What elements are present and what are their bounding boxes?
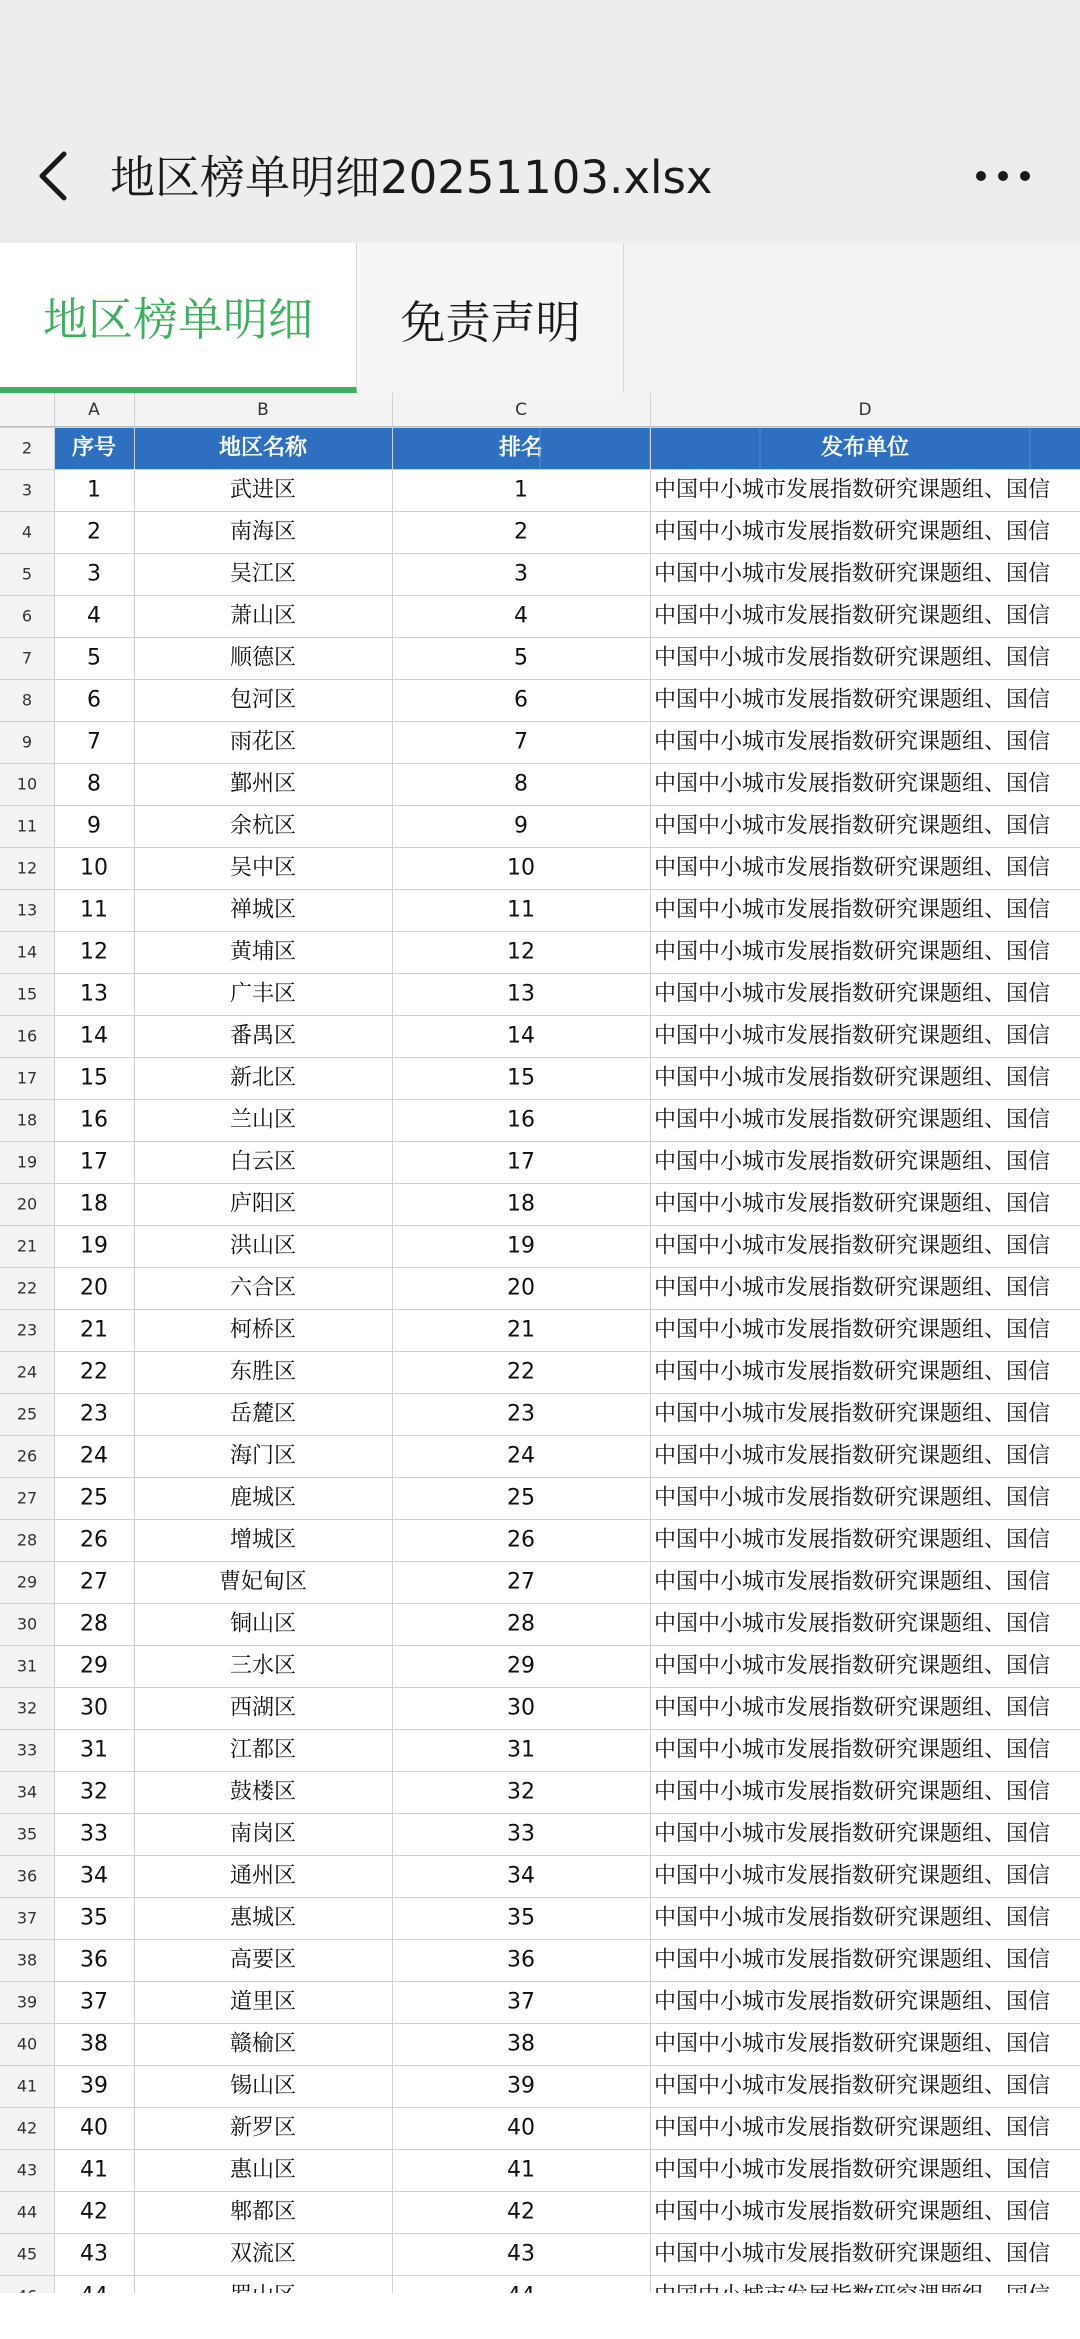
cell-rank[interactable]: 9 [514, 813, 528, 839]
cell-rank[interactable]: 13 [507, 981, 535, 1007]
cell-region-name[interactable]: 江都区 [229, 1737, 297, 1763]
cell-rank[interactable]: 16 [507, 1107, 535, 1133]
row-number[interactable]: 6 [21, 606, 33, 626]
cell-rank[interactable]: 21 [507, 1317, 535, 1343]
cell-rank[interactable]: 22 [507, 1359, 535, 1385]
cell-region-name[interactable]: 增城区 [229, 1527, 297, 1553]
cell-publisher[interactable]: 中国中小城市发展指数研究课题组、国信 [654, 1401, 1051, 1427]
cell-publisher[interactable]: 中国中小城市发展指数研究课题组、国信 [654, 1191, 1051, 1217]
row-number[interactable]: 43 [16, 2160, 38, 2180]
row-number[interactable]: 36 [16, 1866, 38, 1886]
cell-seq[interactable]: 28 [80, 1611, 108, 1637]
cell-publisher[interactable]: 中国中小城市发展指数研究课题组、国信 [654, 1149, 1051, 1175]
row-number[interactable]: 3 [21, 480, 33, 500]
row-number[interactable]: 25 [16, 1404, 38, 1424]
cell-seq[interactable]: 3 [87, 561, 101, 587]
cell-seq[interactable]: 36 [80, 1947, 108, 1973]
cell-rank[interactable]: 7 [514, 729, 528, 755]
row-number[interactable]: 45 [16, 2244, 38, 2264]
cell-region-name[interactable]: 萧山区 [229, 603, 297, 629]
cell-publisher[interactable]: 中国中小城市发展指数研究课题组、国信 [654, 981, 1051, 1007]
cell-rank[interactable]: 5 [514, 645, 528, 671]
row-number[interactable]: 11 [16, 816, 38, 836]
cell-rank[interactable]: 38 [507, 2031, 535, 2057]
cell-rank[interactable]: 40 [507, 2115, 535, 2141]
cell-region-name[interactable]: 通州区 [229, 1863, 297, 1889]
cell-region-name[interactable]: 海门区 [229, 1443, 297, 1469]
cell-region-name[interactable]: 六合区 [229, 1275, 297, 1301]
cell-region-name[interactable]: 包河区 [229, 687, 297, 713]
cell-region-name[interactable]: 铜山区 [229, 1611, 297, 1637]
cell-seq[interactable]: 31 [80, 1737, 108, 1763]
cell-rank[interactable]: 15 [507, 1065, 535, 1091]
row-number[interactable]: 7 [21, 648, 33, 668]
cell-seq[interactable]: 27 [80, 1569, 108, 1595]
cell-publisher[interactable]: 中国中小城市发展指数研究课题组、国信 [654, 855, 1051, 881]
cell-region-name[interactable]: 鹿城区 [229, 1485, 297, 1511]
cell-publisher[interactable]: 中国中小城市发展指数研究课题组、国信 [654, 477, 1051, 503]
cell-rank[interactable]: 34 [507, 1863, 535, 1889]
column-letter[interactable]: C [515, 400, 527, 420]
cell-rank[interactable]: 28 [507, 1611, 535, 1637]
cell-rank[interactable]: 11 [507, 897, 535, 923]
cell-publisher[interactable]: 中国中小城市发展指数研究课题组、国信 [654, 1989, 1051, 2015]
cell-publisher[interactable]: 中国中小城市发展指数研究课题组、国信 [654, 2073, 1051, 2099]
cell-rank[interactable]: 37 [507, 1989, 535, 2015]
spreadsheet-canvas[interactable] [0, 393, 1080, 2293]
column-header-cell[interactable]: 序号 [71, 435, 117, 461]
cell-seq[interactable]: 21 [80, 1317, 108, 1343]
tab-disclaimer[interactable]: 免责声明 [358, 243, 624, 393]
cell-region-name[interactable]: 余杭区 [229, 813, 297, 839]
cell-seq[interactable]: 2 [87, 519, 101, 545]
cell-publisher[interactable]: 中国中小城市发展指数研究课题组、国信 [654, 687, 1051, 713]
cell-seq[interactable]: 34 [80, 1863, 108, 1889]
cell-region-name[interactable]: 南海区 [229, 519, 297, 545]
column-header-cell[interactable]: 发布单位 [820, 435, 910, 461]
cell-region-name[interactable]: 番禺区 [229, 1023, 297, 1049]
cell-publisher[interactable]: 中国中小城市发展指数研究课题组、国信 [654, 645, 1051, 671]
row-number[interactable]: 27 [16, 1488, 38, 1508]
cell-publisher[interactable]: 中国中小城市发展指数研究课题组、国信 [654, 1359, 1051, 1385]
cell-region-name[interactable]: 西湖区 [229, 1695, 297, 1721]
cell-rank[interactable]: 4 [514, 603, 528, 629]
cell-region-name[interactable]: 双流区 [229, 2241, 297, 2267]
cell-rank[interactable]: 19 [507, 1233, 535, 1259]
cell-region-name[interactable]: 惠城区 [229, 1905, 297, 1931]
cell-seq[interactable]: 35 [80, 1905, 108, 1931]
cell-region-name[interactable]: 顺德区 [229, 645, 297, 671]
spreadsheet-grid[interactable] [0, 393, 1080, 2293]
cell-seq[interactable]: 20 [80, 1275, 108, 1301]
cell-publisher[interactable]: 中国中小城市发展指数研究课题组、国信 [654, 1737, 1051, 1763]
row-number[interactable]: 32 [16, 1698, 38, 1718]
cell-region-name[interactable]: 高要区 [229, 1947, 297, 1973]
cell-rank[interactable]: 36 [507, 1947, 535, 1973]
cell-publisher[interactable]: 中国中小城市发展指数研究课题组、国信 [654, 1569, 1051, 1595]
cell-region-name[interactable]: 黄埔区 [229, 939, 297, 965]
cell-rank[interactable]: 6 [514, 687, 528, 713]
cell-rank[interactable]: 26 [507, 1527, 535, 1553]
cell-region-name[interactable]: 鄞州区 [229, 771, 297, 797]
cell-publisher[interactable]: 中国中小城市发展指数研究课题组、国信 [654, 2115, 1051, 2141]
row-number[interactable]: 30 [16, 1614, 38, 1634]
cell-seq[interactable]: 43 [80, 2241, 108, 2267]
cell-region-name[interactable]: 南岗区 [229, 1821, 297, 1847]
cell-seq[interactable]: 15 [80, 1065, 108, 1091]
cell-seq[interactable]: 12 [80, 939, 108, 965]
cell-publisher[interactable]: 中国中小城市发展指数研究课题组、国信 [654, 1233, 1051, 1259]
status-bar [0, 0, 1080, 110]
cell-seq[interactable]: 17 [80, 1149, 108, 1175]
row-number[interactable]: 34 [16, 1782, 38, 1802]
cell-seq[interactable]: 42 [80, 2199, 108, 2225]
cell-rank[interactable]: 42 [507, 2199, 535, 2225]
cell-publisher[interactable]: 中国中小城市发展指数研究课题组、国信 [654, 897, 1051, 923]
cell-region-name[interactable]: 新北区 [229, 1065, 297, 1091]
bottom-area [0, 2293, 1080, 2339]
cell-publisher[interactable]: 中国中小城市发展指数研究课题组、国信 [654, 1023, 1051, 1049]
cell-region-name[interactable]: 曹妃甸区 [218, 1569, 308, 1595]
cell-rank[interactable]: 14 [507, 1023, 535, 1049]
row-number[interactable]: 17 [16, 1068, 38, 1088]
cell-seq[interactable]: 24 [80, 1443, 108, 1469]
cell-seq[interactable]: 19 [80, 1233, 108, 1259]
cell-region-name[interactable]: 兰山区 [229, 1107, 297, 1133]
cell-region-name[interactable]: 鼓楼区 [229, 1779, 297, 1805]
chevron-left-icon[interactable] [30, 146, 80, 206]
cell-rank[interactable]: 24 [507, 1443, 535, 1469]
cell-region-name[interactable]: 禅城区 [229, 897, 297, 923]
row-number[interactable]: 8 [21, 690, 33, 710]
cell-seq[interactable]: 6 [87, 687, 101, 713]
cell-publisher[interactable]: 中国中小城市发展指数研究课题组、国信 [654, 1485, 1051, 1511]
cell-seq[interactable]: 40 [80, 2115, 108, 2141]
row-number[interactable]: 5 [21, 564, 33, 584]
cell-rank[interactable]: 2 [514, 519, 528, 545]
row-number[interactable]: 18 [16, 1110, 38, 1130]
cell-region-name[interactable]: 柯桥区 [229, 1317, 297, 1343]
cell-seq[interactable]: 5 [87, 645, 101, 671]
row-number[interactable]: 23 [16, 1320, 38, 1340]
row-number[interactable]: 35 [16, 1824, 38, 1844]
cell-seq[interactable]: 14 [80, 1023, 108, 1049]
cell-seq[interactable]: 41 [80, 2157, 108, 2183]
cell-seq[interactable]: 26 [80, 1527, 108, 1553]
cell-publisher[interactable]: 中国中小城市发展指数研究课题组、国信 [654, 2157, 1051, 2183]
cell-publisher[interactable]: 中国中小城市发展指数研究课题组、国信 [654, 1863, 1051, 1889]
cell-rank[interactable]: 29 [507, 1653, 535, 1679]
cell-rank[interactable]: 17 [507, 1149, 535, 1175]
row-number[interactable]: 21 [16, 1236, 38, 1256]
cell-publisher[interactable]: 中国中小城市发展指数研究课题组、国信 [654, 519, 1051, 545]
row-number[interactable]: 4 [21, 522, 33, 542]
cell-seq[interactable]: 38 [80, 2031, 108, 2057]
row-number[interactable]: 28 [16, 1530, 38, 1550]
cell-region-name[interactable]: 三水区 [229, 1653, 297, 1679]
row-number[interactable]: 19 [16, 1152, 38, 1172]
sheet-tabs [0, 243, 1080, 393]
cell-rank[interactable]: 43 [507, 2241, 535, 2267]
row-number[interactable]: 33 [16, 1740, 38, 1760]
cell-region-name[interactable]: 锡山区 [229, 2073, 297, 2099]
cell-region-name[interactable]: 武进区 [229, 477, 297, 503]
cell-seq[interactable]: 11 [80, 897, 108, 923]
cell-publisher[interactable]: 中国中小城市发展指数研究课题组、国信 [654, 1905, 1051, 1931]
row-number[interactable]: 44 [16, 2202, 38, 2222]
row-number[interactable]: 38 [16, 1950, 38, 1970]
cell-publisher[interactable]: 中国中小城市发展指数研究课题组、国信 [654, 1275, 1051, 1301]
row-number[interactable]: 20 [16, 1194, 38, 1214]
cell-seq[interactable]: 4 [87, 603, 101, 629]
cell-seq[interactable]: 25 [80, 1485, 108, 1511]
cell-seq[interactable]: 10 [80, 855, 108, 881]
cell-region-name[interactable]: 吴中区 [229, 855, 297, 881]
cell-seq[interactable]: 7 [87, 729, 101, 755]
row-number[interactable]: 12 [16, 858, 38, 878]
row-number[interactable]: 24 [16, 1362, 38, 1382]
cell-seq[interactable]: 18 [80, 1191, 108, 1217]
cell-publisher[interactable]: 中国中小城市发展指数研究课题组、国信 [654, 1653, 1051, 1679]
cell-seq[interactable]: 33 [80, 1821, 108, 1847]
cell-publisher[interactable]: 中国中小城市发展指数研究课题组、国信 [654, 813, 1051, 839]
row-number[interactable]: 10 [16, 774, 38, 794]
cell-region-name[interactable]: 广丰区 [229, 981, 297, 1007]
cell-rank[interactable]: 33 [507, 1821, 535, 1847]
cell-publisher[interactable]: 中国中小城市发展指数研究课题组、国信 [654, 729, 1051, 755]
column-letter[interactable]: D [858, 400, 872, 420]
cell-rank[interactable]: 25 [507, 1485, 535, 1511]
row-number[interactable]: 13 [16, 900, 38, 920]
row-number[interactable]: 40 [16, 2034, 38, 2054]
cell-publisher[interactable]: 中国中小城市发展指数研究课题组、国信 [654, 1611, 1051, 1637]
row-number[interactable]: 39 [16, 1992, 38, 2012]
cell-region-name[interactable]: 郫都区 [229, 2199, 297, 2225]
cell-rank[interactable]: 10 [507, 855, 535, 881]
cell-publisher[interactable]: 中国中小城市发展指数研究课题组、国信 [654, 1821, 1051, 1847]
row-number[interactable]: 14 [16, 942, 38, 962]
cell-seq[interactable]: 9 [87, 813, 101, 839]
cell-rank[interactable]: 8 [514, 771, 528, 797]
row-number[interactable]: 9 [21, 732, 33, 752]
header-row-fill [54, 427, 1080, 469]
row-number[interactable]: 37 [16, 1908, 38, 1928]
column-letter[interactable]: A [88, 400, 100, 420]
title-bar [0, 110, 1080, 243]
cell-publisher[interactable]: 中国中小城市发展指数研究课题组、国信 [654, 1107, 1051, 1133]
cell-publisher[interactable]: 中国中小城市发展指数研究课题组、国信 [654, 939, 1051, 965]
row-number[interactable]: 26 [16, 1446, 38, 1466]
row-number[interactable]: 31 [16, 1656, 38, 1676]
cell-seq[interactable]: 32 [80, 1779, 108, 1805]
cell-publisher[interactable]: 中国中小城市发展指数研究课题组、国信 [654, 1065, 1051, 1091]
cell-rank[interactable]: 32 [507, 1779, 535, 1805]
cell-region-name[interactable]: 吴江区 [229, 561, 297, 587]
cell-seq[interactable]: 13 [80, 981, 108, 1007]
cell-publisher[interactable]: 中国中小城市发展指数研究课题组、国信 [654, 1443, 1051, 1469]
cell-region-name[interactable]: 洪山区 [229, 1233, 297, 1259]
cell-rank[interactable]: 20 [507, 1275, 535, 1301]
cell-rank[interactable]: 3 [514, 561, 528, 587]
cell-publisher[interactable]: 中国中小城市发展指数研究课题组、国信 [654, 2241, 1051, 2267]
tab-region-ranking-detail[interactable]: 地区榜单明细 [0, 243, 357, 393]
cell-region-name[interactable]: 白云区 [229, 1149, 297, 1175]
cell-region-name[interactable]: 岳麓区 [229, 1401, 297, 1427]
row-number[interactable]: 42 [16, 2118, 38, 2138]
cell-publisher[interactable]: 中国中小城市发展指数研究课题组、国信 [654, 2199, 1051, 2225]
cell-seq[interactable]: 16 [80, 1107, 108, 1133]
cell-region-name[interactable]: 道里区 [229, 1989, 297, 2015]
cell-seq[interactable]: 30 [80, 1695, 108, 1721]
more-horizontal-icon[interactable] [968, 146, 1038, 206]
column-letter[interactable]: B [257, 400, 269, 420]
cell-rank[interactable]: 27 [507, 1569, 535, 1595]
cell-region-name[interactable]: 新罗区 [229, 2115, 297, 2141]
cell-rank[interactable]: 35 [507, 1905, 535, 1931]
document-title: 地区榜单明细20251103.xlsx [110, 151, 713, 204]
row-number[interactable]: 41 [16, 2076, 38, 2096]
cell-region-name[interactable]: 东胜区 [229, 1359, 297, 1385]
cell-region-name[interactable]: 赣榆区 [229, 2031, 297, 2057]
cell-rank[interactable]: 18 [507, 1191, 535, 1217]
row-number[interactable]: 2 [21, 438, 33, 458]
cell-publisher[interactable]: 中国中小城市发展指数研究课题组、国信 [654, 1779, 1051, 1805]
cell-seq[interactable]: 39 [80, 2073, 108, 2099]
cell-region-name[interactable]: 庐阳区 [229, 1191, 297, 1217]
cell-publisher[interactable]: 中国中小城市发展指数研究课题组、国信 [654, 603, 1051, 629]
cell-rank[interactable]: 41 [507, 2157, 535, 2183]
cell-seq[interactable]: 37 [80, 1989, 108, 2015]
cell-rank[interactable]: 39 [507, 2073, 535, 2099]
cell-publisher[interactable]: 中国中小城市发展指数研究课题组、国信 [654, 1695, 1051, 1721]
cell-seq[interactable]: 23 [80, 1401, 108, 1427]
cell-seq[interactable]: 1 [87, 477, 101, 503]
row-number[interactable]: 22 [16, 1278, 38, 1298]
column-header-cell[interactable]: 地区名称 [218, 435, 308, 461]
row-number[interactable]: 16 [16, 1026, 38, 1046]
cell-publisher[interactable]: 中国中小城市发展指数研究课题组、国信 [654, 1317, 1051, 1343]
cell-publisher[interactable]: 中国中小城市发展指数研究课题组、国信 [654, 1527, 1051, 1553]
cell-publisher[interactable]: 中国中小城市发展指数研究课题组、国信 [654, 561, 1051, 587]
cell-seq[interactable]: 22 [80, 1359, 108, 1385]
column-header-bar [0, 393, 1080, 427]
cell-publisher[interactable]: 中国中小城市发展指数研究课题组、国信 [654, 2031, 1051, 2057]
cell-rank[interactable]: 30 [507, 1695, 535, 1721]
cell-region-name[interactable]: 惠山区 [229, 2157, 297, 2183]
cell-publisher[interactable]: 中国中小城市发展指数研究课题组、国信 [654, 771, 1051, 797]
column-header-cell[interactable]: 排名 [498, 435, 544, 461]
cell-seq[interactable]: 29 [80, 1653, 108, 1679]
cell-rank[interactable]: 12 [507, 939, 535, 965]
row-number[interactable]: 29 [16, 1572, 38, 1592]
cell-seq[interactable]: 8 [87, 771, 101, 797]
cell-rank[interactable]: 1 [514, 477, 528, 503]
cell-rank[interactable]: 31 [507, 1737, 535, 1763]
cell-rank[interactable]: 23 [507, 1401, 535, 1427]
cell-region-name[interactable]: 雨花区 [229, 729, 297, 755]
row-number[interactable]: 15 [16, 984, 38, 1004]
cell-publisher[interactable]: 中国中小城市发展指数研究课题组、国信 [654, 1947, 1051, 1973]
